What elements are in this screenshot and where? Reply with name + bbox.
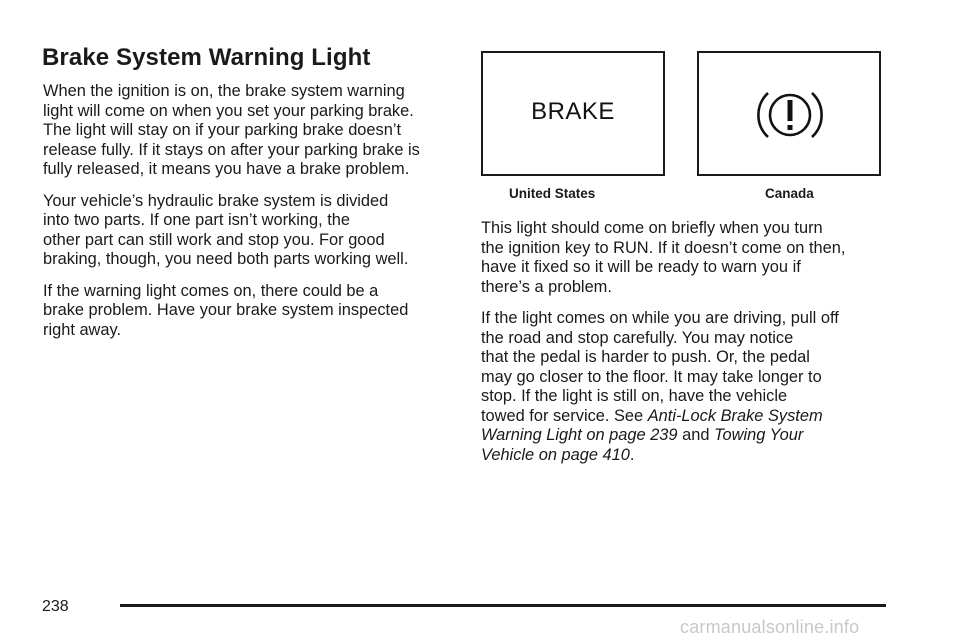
cross-reference-antilock-line2[interactable]: Warning Light on page 239 [481,426,678,444]
text-line: braking, though, you need both parts working well. [43,250,409,268]
text-line: other part can still work and stop you. For good [43,230,385,249]
caption-united-states: United States [509,186,596,201]
paragraph-indicator-meaning [43,82,458,180]
paragraph-bulb-check [481,219,901,297]
text-line [481,407,901,427]
text-line: have it fixed so it will be ready to warn you if [481,258,801,276]
indicator-panel-united-states [481,51,665,176]
text-fragment: . [629,445,635,464]
text-line: that the pedal is harder to push. Or, the pedal [481,348,810,366]
text-fragment: towed for service. See [481,406,648,425]
section-heading: Brake System Warning Light [42,44,371,71]
paragraph-hydraulic-system [43,192,458,270]
text-line: release fully. If it stays on after your parking brake is [43,140,420,159]
caption-canada: Canada [765,186,814,201]
cross-reference-antilock-line1[interactable]: Anti-Lock Brake System [647,406,823,425]
text-line: If the light comes on while you are driving, pull off [481,309,839,327]
text-line: Your vehicle’s hydraulic brake system is divided [43,191,389,210]
text-line: The light will stay on if your parking brake doesn’t [43,121,402,139]
text-line: right away. [43,320,122,339]
text-line: may go closer to the floor. It may take longer to [481,367,822,386]
brake-warning-symbol-icon [756,86,824,144]
text-line: When the ignition is on, the brake system warning [43,82,405,100]
watermark: carmanualsonline.info [680,617,860,637]
cross-reference-towing-line1[interactable]: Towing Your [714,426,804,444]
text-line: light will come on when you set your parking brake. [43,101,414,120]
cross-reference-towing-line2[interactable]: Vehicle on page 410 [481,445,630,464]
indicator-panel-canada [697,51,881,176]
text-line: brake problem. Have your brake system inspected [43,301,409,319]
text-line [481,426,901,446]
text-line: the road and stop carefully. You may notice [481,328,794,347]
paragraph-warning-action [43,282,458,341]
paragraph-driving-warning [481,309,901,465]
text-line: stop. If the light is still on, have the vehicle [481,387,788,405]
text-line: If the warning light comes on, there could be a [43,281,379,300]
text-line: the ignition key to RUN. If it doesn’t come on then, [481,238,846,257]
left-column [43,82,458,352]
footer-rule [120,604,886,607]
text-fragment: and [677,426,715,444]
page-number: 238 [42,598,69,615]
text-line: there’s a problem. [481,277,612,296]
text-line [481,446,901,466]
brake-indicator-text: BRAKE [531,98,615,125]
right-column [481,219,901,477]
text-line: into two parts. If one part isn’t working, the [43,211,351,229]
text-line: This light should come on briefly when you turn [481,219,823,237]
text-line: fully released, it means you have a brake problem. [43,160,410,178]
